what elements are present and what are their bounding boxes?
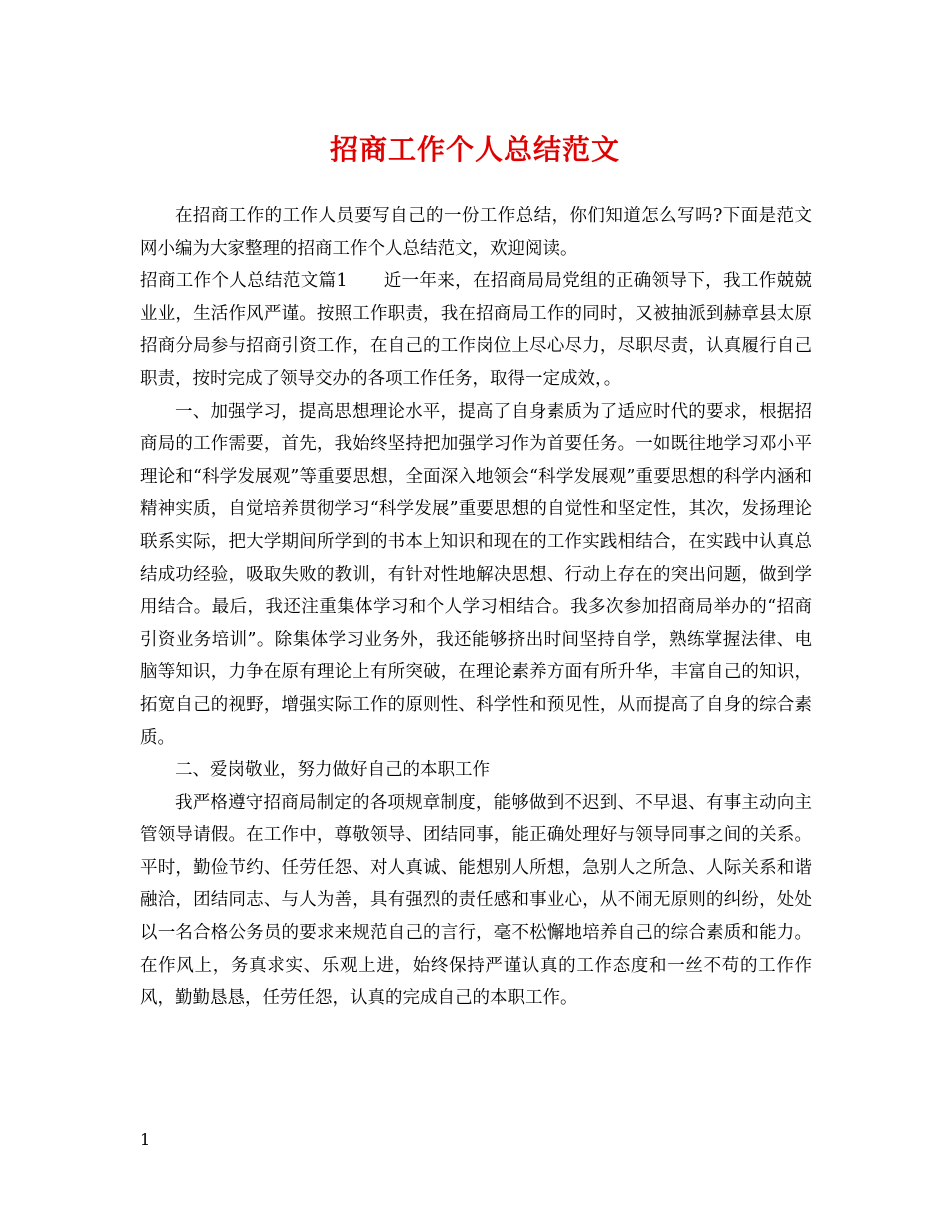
paragraph-dedication: 我严格遵守招商局制定的各项规章制度，能够做到不迟到、不早退、有事主动向主管领导请假。在工作中，尊敬领导、团结同事，能正确处理好与领导同事之间的关系。平时，勤俭节约、任劳任怨、对人真诚、能想别人所想，急别人之所急、人际关系和谐融洽，团结同志、与人为善，具有强烈的责任感和事业心，从不闹无原则的纠纷，处处以一名合格公务员的要求来规范自己的言行，毫不松懈地培养自己的综合素质和能力。在作风上，务真求实、乐观上进，始终保持严谨认真的工作态度和一丝不苟的工作作风，勤勤恳恳，任劳任怨，认真的完成自己的本职工作。 [140,792,812,1009]
paragraph-heading-dedication: 二、爱岗敬业，努力做好自己的本职工作 [175,760,490,781]
paragraph-study: 一、加强学习，提高思想理论水平，提高了自身素质为了适应时代的要求，根据招商局的工作需要，首先，我始终坚持把加强学习作为首要任务。一如既往地学习邓小平理论和“科学发展观”等重要思想，全面深入地领会“科学发展观”重要思想的科学内涵和精神实质，自觉培养贯彻学习“科学发展”重要思想的自觉性和坚定性，其次，发扬理论联系实际，把大学期间所学到的书本上知识和现在的工作实践相结合，在实践中认真总结成功经验，吸取失败的教训，有针对性地解决思想、行动上存在的突出问题，做到学用结合。最后，我还注重集体学习和个人学习相结合。我多次参加招商局举办的“招商引资业务培训”。除集体学习业务外，我还能够挤出时间坚持自学，熟练掌握法律、电脑等知识，力争在原有理论上有所突破，在理论素养方面有所升华，丰富自己的知识，拓宽自己的视野，增强实际工作的原则性、科学性和预见性，从而提高了自身的综合素质。 [140,401,812,748]
document-title: 招商工作个人总结范文 [329,133,620,166]
document-body [140,200,812,1015]
page-number: 1 [140,1130,151,1149]
paragraph-intro: 在招商工作的工作人员要写自己的一份工作总结，你们知道怎么写吗?下面是范文网小编为大家整理的招商工作个人总结范文，欢迎阅读。 [140,206,812,259]
paragraph-section-1: 招商工作个人总结范文篇1 近一年来，在招商局局党组的正确领导下，我工作兢兢业业，生活作风严谨。按照工作职责，我在招商局工作的同时，又被抽派到赫章县太原招商分局参与招商引资工作，在自己的工作岗位上尽心尽力，尽职尽责，认真履行自己职责，按时完成了领导交办的各项工作任务，取得一定成效，。 [140,271,812,389]
